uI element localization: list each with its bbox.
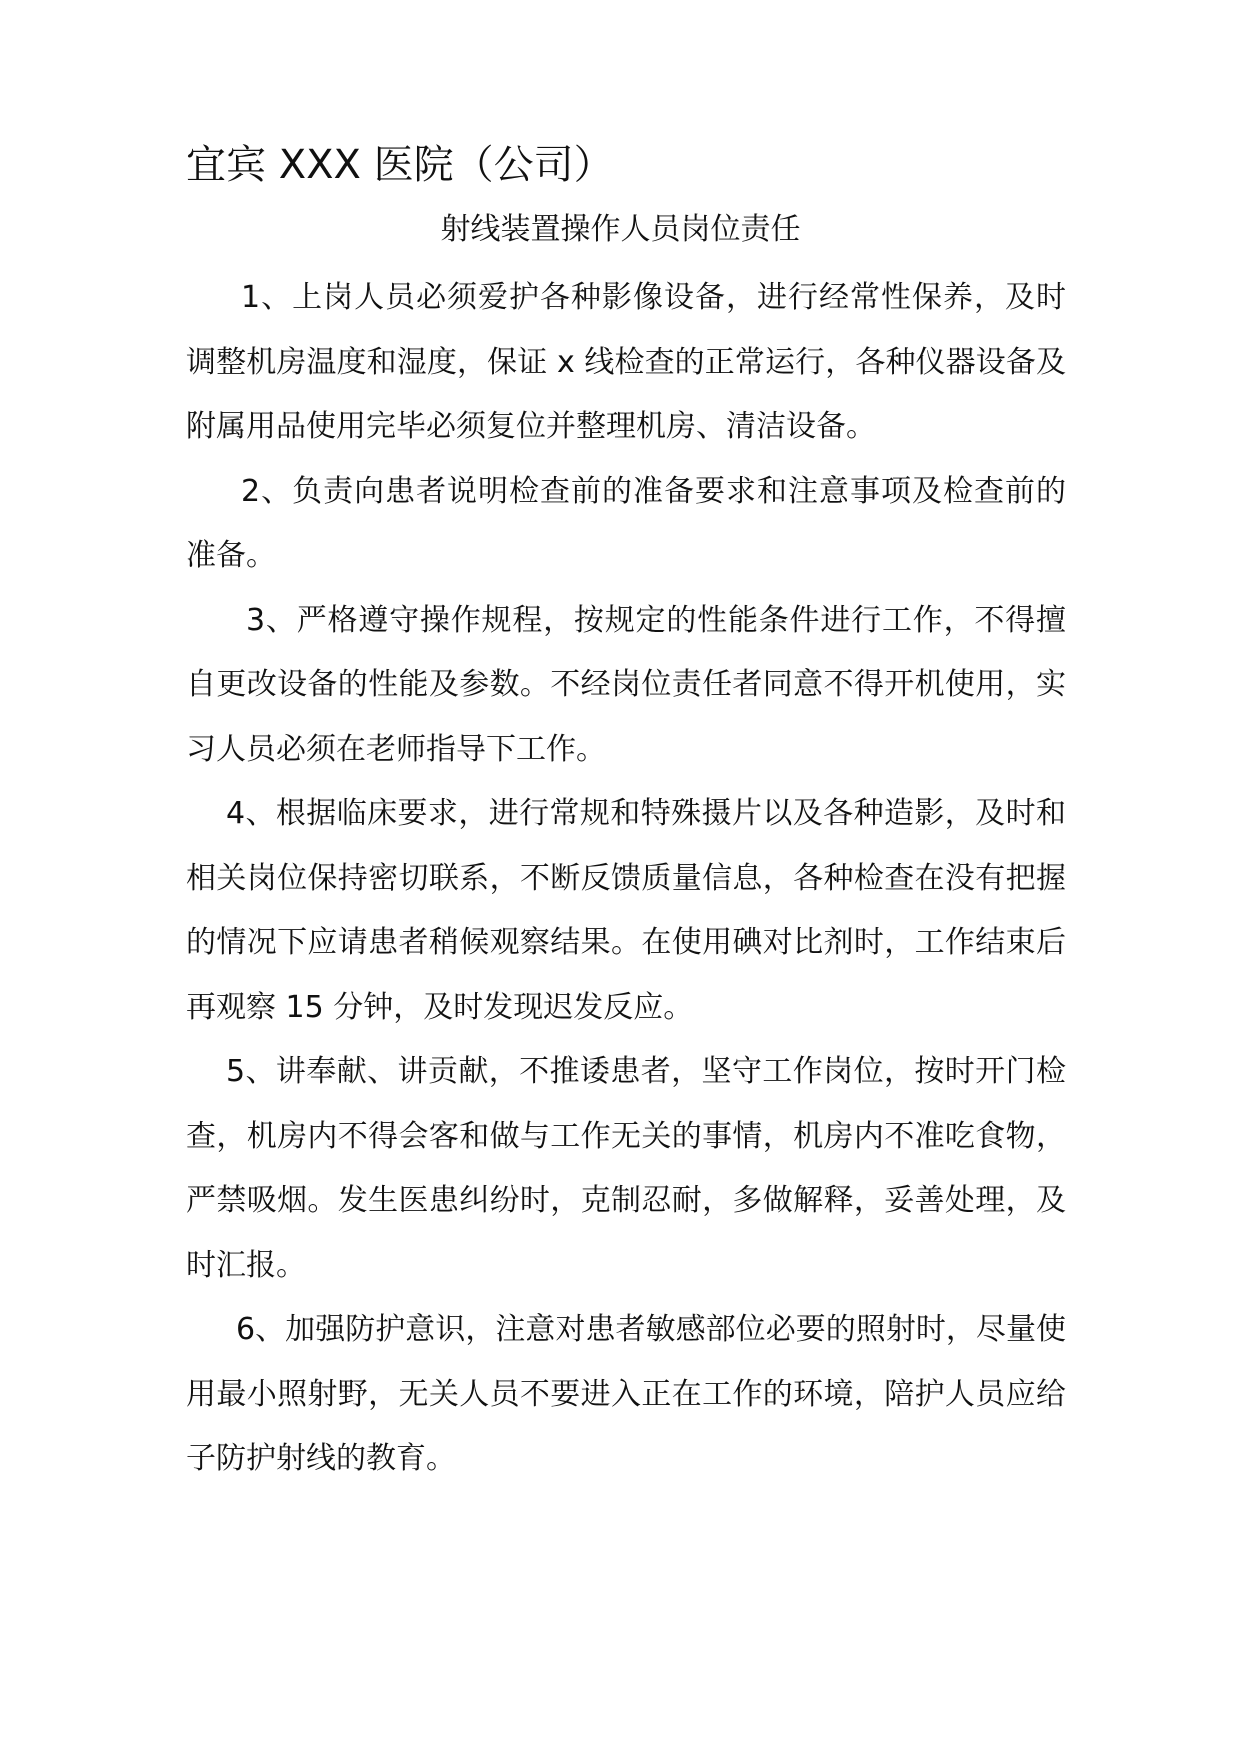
duty-item-2: 2、负责向患者说明检查前的准备要求和注意事项及检查前的准备。 <box>186 473 1066 573</box>
document-title: 射线装置操作人员岗位责任 <box>440 212 801 247</box>
document-body <box>186 266 1066 1492</box>
duty-item-5: 5、讲奉献、讲贡献，不推诿患者，坚守工作岗位，按时开门检查，机房内不得会客和做与工作无关的事情，机房内不准吃食物，严禁吸烟。发生医患纠纷时，克制忍耐，多做解释，妥善处理，及时汇报。 <box>186 1054 1066 1283</box>
duty-item-4: 4、根据临床要求，进行常规和特殊摄片以及各种造影，及时和相关岗位保持密切联系，不断反馈质量信息，各种检查在没有把握的情况下应请患者稍候观察结果。在使用碘对比剂时，工作结束后再观察 15 分钟，及时发现迟发反应。 <box>186 796 1066 1025</box>
duty-item-6: 6、加强防护意识，注意对患者敏感部位必要的照射时，尽量使用最小照射野，无关人员不要进入正在工作的环境，陪护人员应给子防护射线的教育。 <box>186 1312 1066 1476</box>
duty-item-3: 3、严格遵守操作规程，按规定的性能条件进行工作，不得擅自更改设备的性能及参数。不经岗位责任者同意不得开机使用，实习人员必须在老师指导下工作。 <box>186 602 1066 767</box>
organization-title: 宜宾 XXX 医院（公司） <box>186 142 614 188</box>
duty-item-1: 1、上岗人员必须爱护各种影像设备，进行经常性保养，及时调整机房温度和湿度，保证 x 线检查的正常运行，各种仪器设备及附属用品使用完毕必须复位并整理机房、清洁设备。 <box>186 280 1066 444</box>
